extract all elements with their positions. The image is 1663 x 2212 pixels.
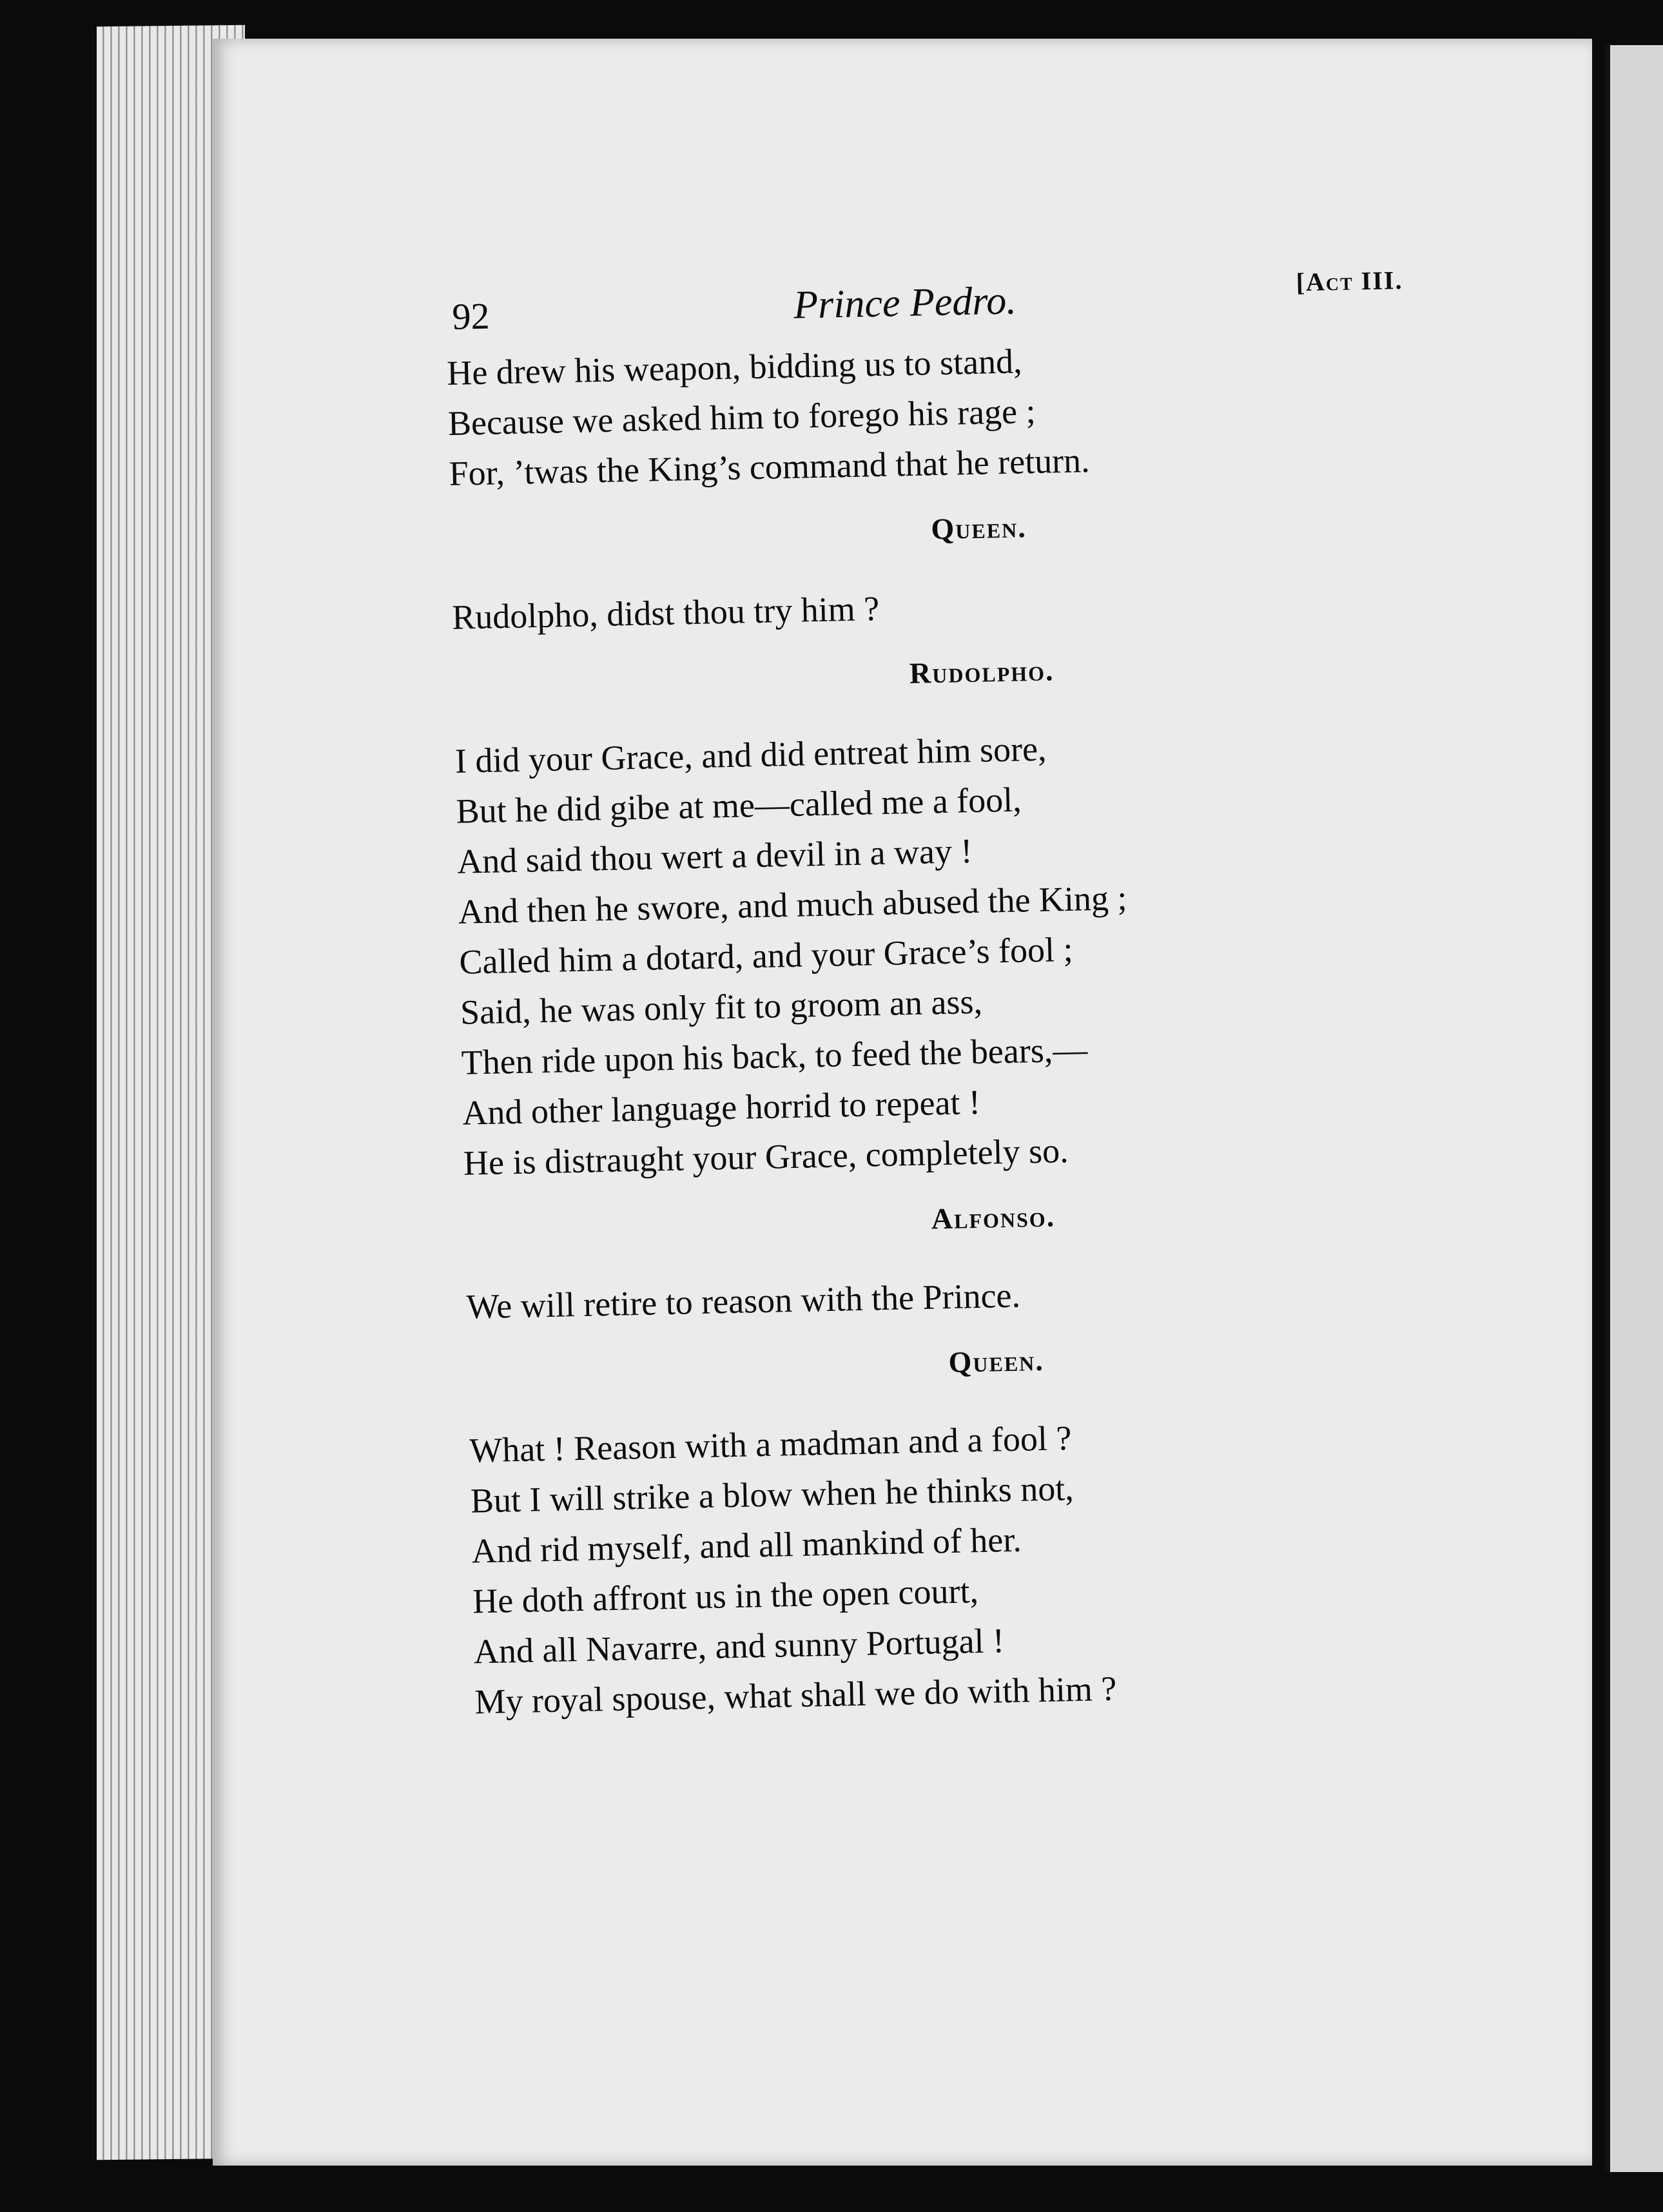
verse-block	[447, 327, 1430, 499]
speaker-name: Rudolpho.	[909, 654, 1055, 690]
verse-line: And all Navarre, and sunny Portugal !	[473, 1621, 1005, 1671]
verse-block	[465, 1191, 1447, 1332]
verse-line: Then ride upon his back, to feed the bears,—	[461, 1030, 1088, 1082]
verse-line: I did your Grace, and did entreat him sore,	[454, 729, 1047, 781]
verse-block	[450, 501, 1432, 643]
verse-line: Said, he was only fit to groom an ass,	[460, 982, 983, 1032]
running-title: Prince Pedro.	[793, 278, 1017, 327]
act-marker: [Act III.	[1296, 265, 1403, 297]
verse-line: For, ’twas the King’s command that he return.	[448, 441, 1091, 493]
verse-block	[467, 1335, 1455, 1727]
verse-line: And rid myself, and all mankind of her.	[471, 1520, 1022, 1571]
verse-line: He is distraught your Grace, completely so.	[463, 1131, 1069, 1183]
speaker-name: Alfonso.	[931, 1199, 1056, 1236]
verse-line: And then he swore, and much abused the King ;	[458, 878, 1128, 931]
page-number: 92	[451, 295, 491, 338]
verse-line: My royal spouse, what shall we do with him ?	[474, 1669, 1117, 1722]
verse-line: Because we asked him to forego his rage ;	[447, 391, 1036, 443]
facing-page-edge	[1605, 45, 1663, 2172]
verse-line: But I will strike a blow when he thinks not,	[470, 1468, 1075, 1520]
speaker-name: Queen.	[930, 510, 1027, 546]
verse-line: And said thou wert a devil in a way !	[456, 831, 973, 881]
verse-line: He drew his weapon, bidding us to stand,	[446, 342, 1023, 393]
verse-line: And other language horrid to repeat !	[462, 1082, 981, 1132]
verse-line: We will retire to reason with the Prince.	[466, 1276, 1021, 1326]
verse-line: What ! Reason with a madman and a fool ?	[469, 1419, 1072, 1470]
verse-line: Called him a dotard, and your Grace’s fool ;	[458, 929, 1074, 982]
verse-block	[453, 645, 1444, 1188]
verse-line: He doth affront us in the open court,	[472, 1571, 979, 1621]
verse-line: Rudolpho, didst thou try him ?	[451, 589, 880, 637]
speaker-name: Queen.	[948, 1343, 1045, 1379]
verse-line: But he did gibe at me—called me a fool,	[455, 780, 1022, 831]
page-content	[445, 250, 1455, 1740]
